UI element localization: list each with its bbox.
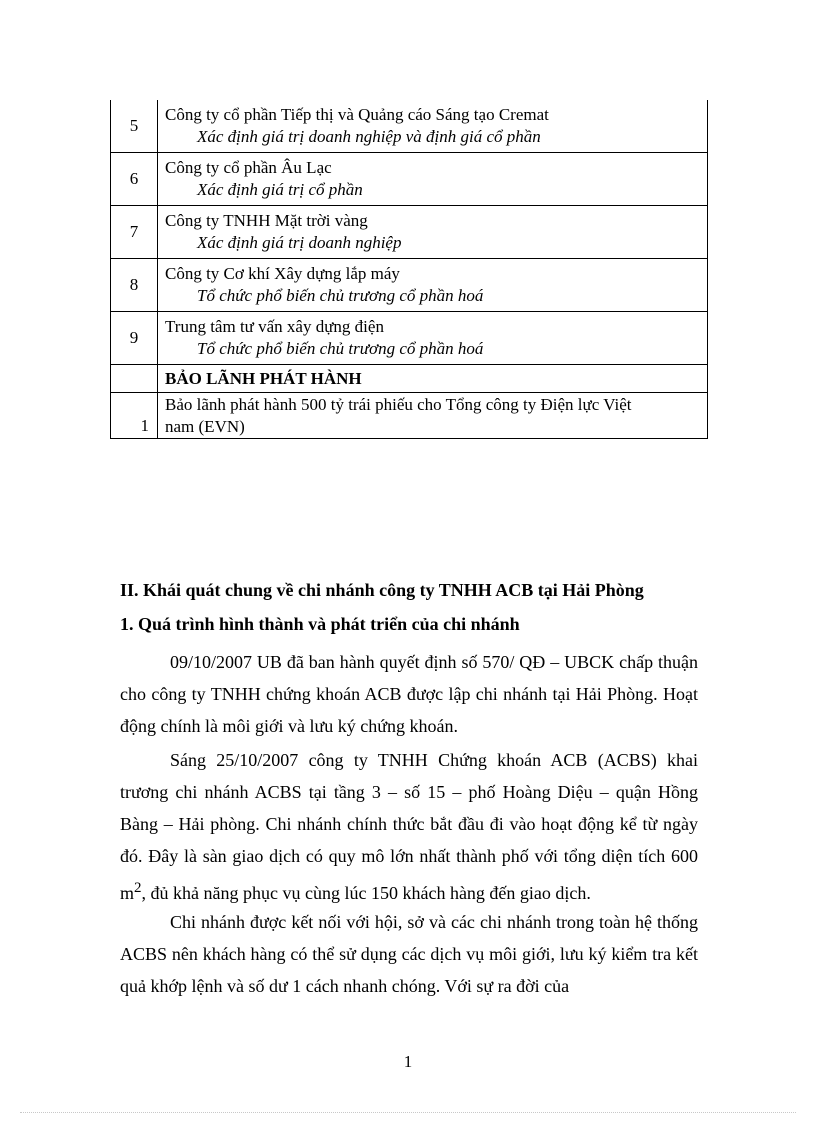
service-description: Tổ chức phổ biến chủ trương cổ phần hoá (197, 339, 484, 358)
company-name: Công ty cổ phần Âu Lạc (165, 158, 332, 177)
row-content (158, 100, 708, 153)
row-text-line: nam (EVN) (165, 416, 245, 436)
page-bottom-rule (20, 1112, 796, 1113)
table-row (111, 206, 708, 259)
table-row (111, 259, 708, 312)
service-description: Xác định giá trị doanh nghiệp và định giá cổ phần (197, 127, 541, 146)
paragraph-text: Sáng 25/10/2007 công ty TNHH Chứng khoán ACB (ACBS) khai trương chi nhánh ACBS tại tầng 3 – số 15 – phố Hoàng Diệu – quận Hồng Bàng – Hải phòng. Chi nhánh chính thức bắt đầu đi vào hoạt động kể từ ngày đó. Đây là sàn giao dịch có quy mô lớn nhất thành phố với tổng diện tích 600 m (120, 750, 698, 903)
service-description: Xác định giá trị cổ phần (197, 180, 363, 199)
company-name: Công ty TNHH Mặt trời vàng (165, 211, 368, 230)
paragraph: 09/10/2007 UB đã ban hành quyết định số 570/ QĐ – UBCK chấp thuận cho công ty TNHH chứng khoán ACB được lập chi nhánh tại Hải Phòng. Hoạt động chính là môi giới và lưu ký chứng khoán. (120, 652, 698, 736)
superscript: 2 (134, 880, 142, 896)
company-name: Công ty Cơ khí Xây dựng lắp máy (165, 264, 400, 283)
row-number: 7 (111, 206, 158, 259)
row-content (158, 153, 708, 206)
table-row (111, 312, 708, 365)
service-description: Tổ chức phổ biến chủ trương cổ phần hoá (197, 286, 484, 305)
company-name: Công ty cổ phần Tiếp thị và Quảng cáo Sáng tạo Cremat (165, 105, 549, 124)
service-description: Xác định giá trị doanh nghiệp (197, 233, 402, 252)
row-number: 8 (111, 259, 158, 312)
section-header: BẢO LÃNH PHÁT HÀNH (158, 365, 708, 393)
table-row (111, 100, 708, 153)
row-content (158, 312, 708, 365)
paragraph-text: , đủ khả năng phục vụ cùng lúc 150 khách hàng đến giao dịch. (141, 883, 591, 903)
row-number (111, 365, 158, 393)
row-number: 5 (111, 100, 158, 153)
paragraph: Chi nhánh được kết nối với hội, sở và các chi nhánh trong toàn hệ thống ACBS nên khách hàng có thể sử dụng các dịch vụ môi giới, lưu ký kiểm tra kết quả khớp lệnh và số dư 1 cách nhanh chóng. Với sự ra đời của (120, 912, 698, 996)
row-number: 9 (111, 312, 158, 365)
section-heading: II. Khái quát chung về chi nhánh công ty TNHH ACB tại Hải Phòng (120, 580, 644, 600)
row-number: 6 (111, 153, 158, 206)
paragraph (120, 744, 698, 909)
section-subheading: 1. Quá trình hình thành và phát triển của chi nhánh (120, 614, 520, 634)
row-text-line: Bảo lãnh phát hành 500 tỷ trái phiếu cho Tổng công ty Điện lực Việt (165, 394, 632, 414)
table-section-header-row (111, 365, 708, 393)
page-number: 1 (403, 1052, 413, 1071)
company-name: Trung tâm tư vấn xây dựng điện (165, 317, 384, 336)
row-content (158, 206, 708, 259)
row-content (158, 259, 708, 312)
services-table (110, 100, 708, 439)
table-row (111, 153, 708, 206)
row-content (158, 393, 708, 439)
row-number: 1 (111, 393, 158, 439)
table-row (111, 393, 708, 439)
